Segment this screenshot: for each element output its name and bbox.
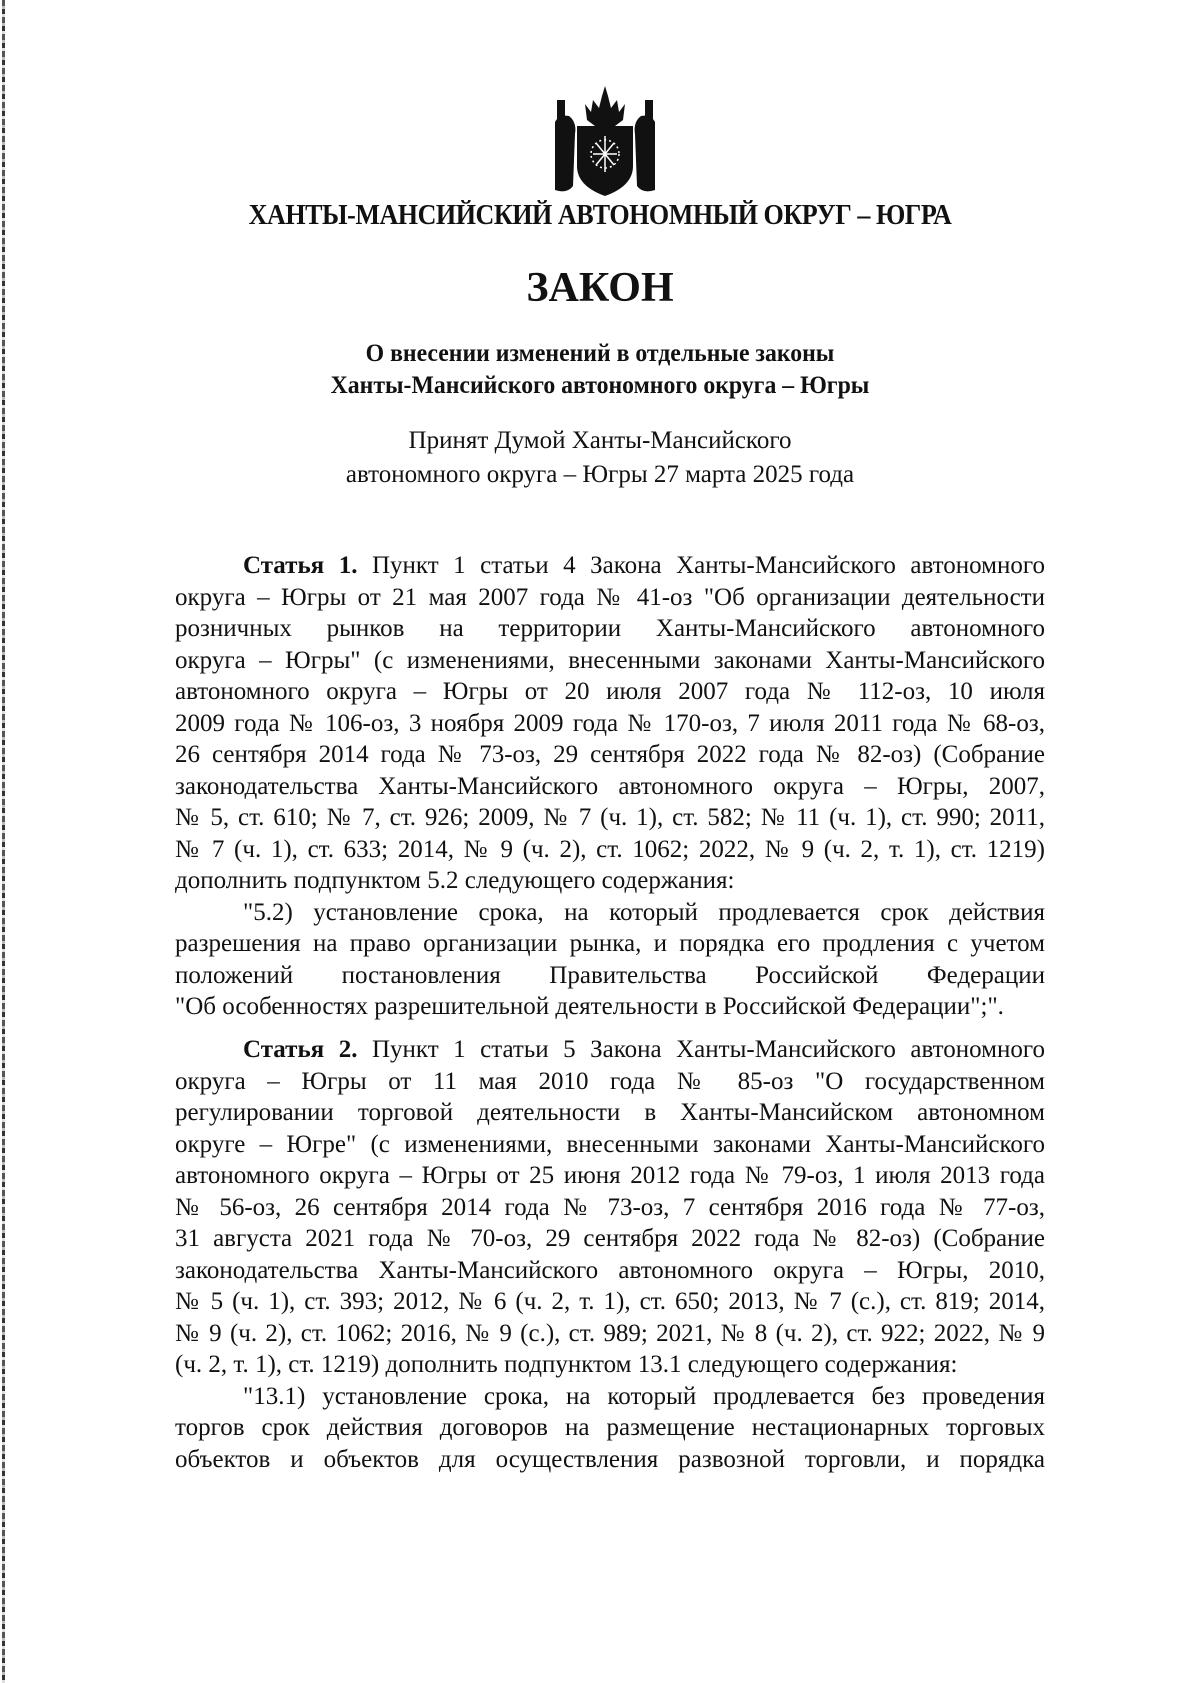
article-text-line: [175, 1034, 1045, 1066]
article-text-line: 2009 года № 106-оз, 3 ноября 2009 года № 170-оз, 7 июля 2011 года № 68-оз,: [175, 709, 1045, 737]
article-text-line: [175, 550, 1045, 582]
document-type-title: ЗАКОН: [526, 265, 674, 311]
article-text-line: округа – Югры от 21 мая 2007 года № 41-оз "Об организации деятельности: [175, 583, 1045, 611]
law-subject-line-2: Ханты-Мансийского автономного округа – Югры: [330, 372, 870, 399]
adoption-line-2: автономного округа – Югры 27 марта 2025 года: [345, 461, 855, 488]
article-text-line: законодательства Ханты-Мансийского автономного округа – Югры, 2007,: [175, 772, 1045, 800]
article-text-line: автономного округа – Югры от 25 июня 2012 года № 79-оз, 1 июля 2013 года: [175, 1162, 1045, 1189]
article-1: [175, 550, 1045, 1023]
scan-edge: [2, 0, 5, 1683]
quoted-amendment-line: положений постановления Правительства Российской Федерации: [175, 961, 1045, 989]
law-subject-line-1: О внесении изменений в отдельные законы: [365, 340, 835, 367]
article-text-line: № 9 (ч. 2), ст. 1062; 2016, № 9 (с.), ст. 989; 2021, № 8 (ч. 2), ст. 922; 2022, № 9: [175, 1319, 1045, 1347]
quoted-amendment-line: "13.1) установление срока, на который продлевается без проведения: [243, 1382, 1045, 1410]
quoted-amendment-line: разрешения на право организации рынка, и порядка его продления с учетом: [175, 930, 1045, 957]
adoption-line-1: Принят Думой Ханты-Мансийского: [408, 427, 792, 454]
article-text-line: 26 сентября 2014 года № 73-оз, 29 сентября 2022 года № 82-оз) (Собрание: [175, 741, 1045, 768]
article-text-line: округа – Югры" (с изменениями, внесенными законами Ханты-Мансийского: [175, 646, 1045, 674]
article-text: Пункт 1 статьи 5 Закона Ханты-Мансийского автономного: [357, 1036, 1045, 1063]
article-text-line: автономного округа – Югры от 20 июля 2007 года № 112-оз, 10 июля: [175, 678, 1045, 705]
quoted-amendment-line: объектов и объектов для осуществления развозной торговли, и порядка: [175, 1445, 1045, 1473]
article-text-line: округа – Югры от 11 мая 2010 года № 85-оз "О государственном: [175, 1067, 1045, 1095]
article-text-line: округе – Югре" (с изменениями, внесенными законами Ханты-Мансийского: [175, 1130, 1045, 1158]
article-text-line: (ч. 2, т. 1), ст. 1219) дополнить подпунктом 13.1 следующего содержания:: [175, 1351, 958, 1378]
article-text-line: 31 августа 2021 года № 70-оз, 29 сентября 2022 года № 82-оз) (Собрание: [175, 1225, 1045, 1252]
article-text-line: регулировании торговой деятельности в Ханты-Мансийском автономном: [175, 1099, 1045, 1126]
article-text-line: № 7 (ч. 1), ст. 633; 2014, № 9 (ч. 2), ст. 1062; 2022, № 9 (ч. 2, т. 1), ст. 1219): [175, 835, 1045, 863]
article-text-line: № 5, ст. 610; № 7, ст. 926; 2009, № 7 (ч. 1), ст. 582; № 11 (ч. 1), ст. 990; 2011,: [175, 804, 1045, 831]
article-text-line: законодательства Ханты-Мансийского автономного округа – Югры, 2010,: [175, 1256, 1045, 1284]
quoted-amendment-line: "Об особенностях разрешительной деятельности в Российской Федерации";".: [175, 993, 1004, 1020]
quoted-amendment-line: "5.2) установление срока, на который продлевается срок действия: [243, 898, 1045, 926]
quoted-amendment-line: торгов срок действия договоров на размещение нестационарных торговых: [175, 1414, 1045, 1441]
article-2: [175, 1034, 1045, 1475]
article-text-line: № 56-оз, 26 сентября 2014 года № 73-оз, 7 сентября 2016 года № 77-оз,: [175, 1193, 1045, 1221]
article-text-line: дополнить подпунктом 5.2 следующего содержания:: [175, 867, 735, 894]
article-heading: Статья 1.: [243, 552, 358, 579]
region-title: ХАНТЫ-МАНСИЙСКИЙ АВТОНОМНЫЙ ОКРУГ – ЮГРА: [248, 200, 952, 231]
article-text-line: розничных рынков на территории Ханты-Мансийского автономного: [175, 615, 1045, 642]
article-heading: Статья 2.: [243, 1036, 358, 1063]
article-text: Пункт 1 статьи 4 Закона Ханты-Мансийского автономного: [357, 552, 1045, 579]
article-text-line: № 5 (ч. 1), ст. 393; 2012, № 6 (ч. 2, т. 1), ст. 650; 2013, № 7 (с.), ст. 819; 2014,: [175, 1288, 1045, 1315]
coat-of-arms-emblem: [553, 86, 657, 198]
